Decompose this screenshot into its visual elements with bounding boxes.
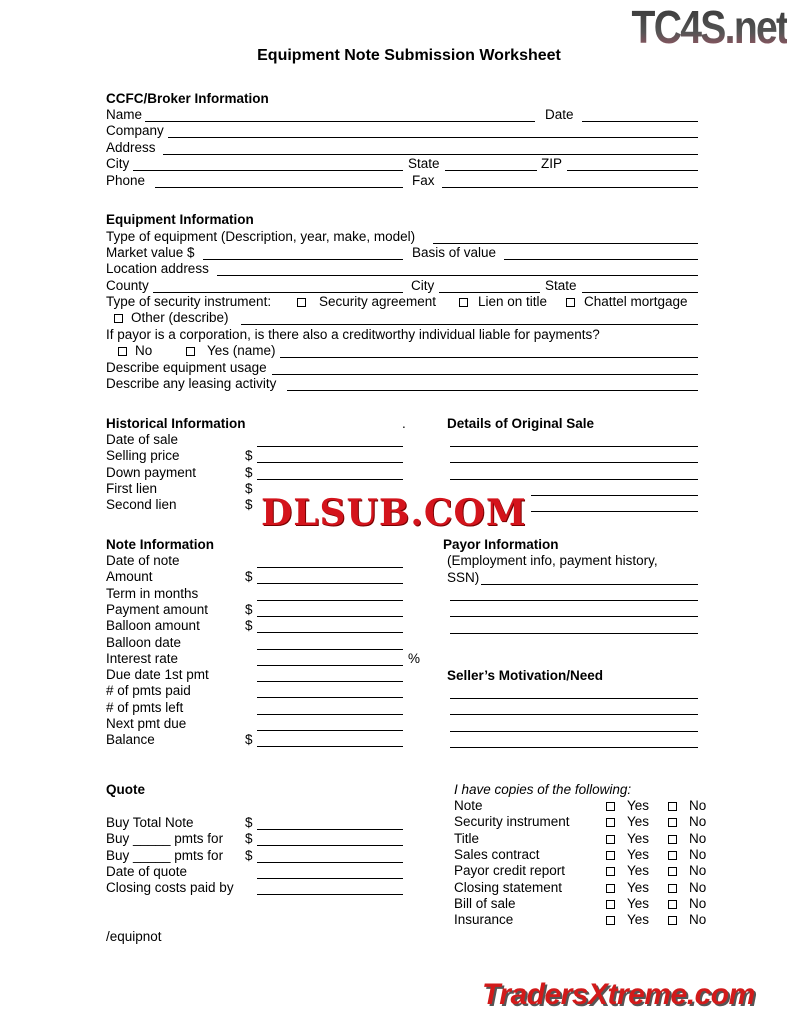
section-header: Seller’s Motivation/Need: [447, 668, 604, 683]
other-checkbox[interactable]: [114, 314, 123, 323]
label: (Employment info, payment history,: [447, 553, 658, 568]
label: Date: [545, 107, 574, 122]
label: No: [689, 879, 707, 895]
historical-field[interactable]: [257, 479, 403, 480]
yes-checkbox[interactable]: [606, 916, 615, 925]
label: No: [689, 846, 707, 862]
seller-motivation-field[interactable]: [450, 747, 698, 748]
seller-motivation-field[interactable]: [450, 714, 698, 715]
section-header: Historical Information: [106, 416, 246, 431]
label: Closing costs paid by: [106, 880, 234, 896]
original-sale-field[interactable]: [450, 479, 698, 480]
note-field[interactable]: [257, 681, 403, 682]
section-header: Details of Original Sale: [447, 416, 595, 431]
original-sale-field[interactable]: [450, 462, 698, 463]
fax-field[interactable]: [442, 187, 698, 188]
label: If payor is a corporation, is there also a creditworthy individual liable for payments?: [106, 327, 600, 342]
label: Yes: [627, 863, 650, 879]
note-field[interactable]: [257, 616, 403, 617]
label: Note: [454, 798, 483, 813]
label: Yes: [627, 912, 650, 928]
note-field[interactable]: [257, 714, 403, 715]
label: Buy _____ pmts for: [106, 831, 224, 847]
no-checkbox[interactable]: [668, 818, 677, 827]
quote-field[interactable]: [257, 829, 403, 830]
label: Security instrument: [454, 814, 570, 830]
label: Insurance: [454, 912, 514, 928]
note-field[interactable]: [257, 730, 403, 731]
city-field[interactable]: [133, 170, 403, 171]
label: No: [689, 912, 707, 928]
label: Yes: [627, 814, 650, 830]
address-field[interactable]: [163, 154, 698, 155]
seller-motivation-field[interactable]: [450, 698, 698, 699]
historical-field[interactable]: [257, 446, 403, 447]
county-field[interactable]: [153, 292, 403, 293]
label: Address: [106, 140, 156, 155]
label: Date of note: [106, 553, 180, 568]
no-checkbox[interactable]: [668, 802, 677, 811]
label: Closing statement: [454, 879, 563, 895]
label: City: [411, 278, 435, 293]
note-field[interactable]: [257, 632, 403, 633]
city-field[interactable]: [439, 292, 540, 293]
label: No: [689, 895, 707, 911]
seller-motivation-field[interactable]: [450, 731, 698, 732]
yes-checkbox[interactable]: [606, 884, 615, 893]
other-field[interactable]: [241, 324, 698, 325]
section-header: Payor Information: [443, 537, 559, 552]
quote-field[interactable]: [257, 845, 403, 846]
label: Due date 1st pmt: [106, 667, 209, 683]
no-checkbox[interactable]: [668, 900, 677, 909]
label: Chattel mortgage: [584, 294, 688, 309]
label: $: [245, 618, 253, 634]
label: Buy Total Note: [106, 815, 194, 830]
label: ZIP: [541, 156, 563, 171]
label: Date of sale: [106, 432, 179, 447]
yes-checkbox[interactable]: [606, 900, 615, 909]
no-checkbox[interactable]: [668, 851, 677, 860]
label: Yes: [627, 895, 650, 911]
label: Yes: [627, 879, 650, 895]
note-field[interactable]: [257, 746, 403, 747]
label: Yes: [627, 830, 650, 846]
label: No: [689, 814, 707, 830]
note-field[interactable]: [257, 600, 403, 601]
label: Sales contract: [454, 846, 540, 862]
label: $: [245, 847, 253, 863]
label: Payment amount: [106, 601, 209, 617]
date-field[interactable]: [582, 121, 698, 122]
yes-checkbox[interactable]: [606, 867, 615, 876]
label: State: [408, 156, 440, 171]
section-header: CCFC/Broker Information: [106, 91, 269, 106]
label: City: [106, 156, 130, 171]
label: Phone: [106, 173, 146, 188]
no-checkbox[interactable]: [668, 835, 677, 844]
label: First lien: [106, 480, 158, 496]
payor-field[interactable]: [481, 584, 698, 585]
label: Yes (name): [207, 343, 276, 358]
label: Term in months: [106, 585, 199, 601]
note-field[interactable]: [257, 583, 403, 584]
label: Describe equipment usage: [106, 360, 267, 375]
label: Bill of sale: [454, 895, 516, 911]
label: $: [245, 732, 253, 748]
quote-field[interactable]: [257, 878, 403, 879]
label: $: [245, 815, 253, 830]
label: Security agreement: [319, 294, 437, 309]
label: Lien on title: [478, 294, 548, 309]
label: # of pmts left: [106, 699, 184, 715]
yes-checkbox[interactable]: [606, 835, 615, 844]
label: Title: [454, 830, 480, 846]
label: State: [545, 278, 577, 293]
name-field[interactable]: [145, 121, 535, 122]
lien-on-title-checkbox[interactable]: [459, 298, 468, 307]
label: Name: [106, 107, 143, 122]
state-field[interactable]: [582, 292, 698, 293]
label: $: [245, 464, 253, 480]
label: No: [689, 863, 707, 879]
label: Second lien: [106, 497, 177, 513]
label: %: [408, 650, 421, 666]
yes-checkbox[interactable]: [186, 347, 195, 356]
label: Payor credit report: [454, 863, 566, 879]
note-field[interactable]: [257, 649, 403, 650]
label: SSN): [447, 570, 480, 585]
label: Down payment: [106, 464, 197, 480]
label: Describe any leasing activity: [106, 376, 277, 391]
phone-field[interactable]: [155, 187, 403, 188]
label: $: [245, 448, 253, 464]
label: No: [689, 798, 707, 813]
yes-checkbox[interactable]: [606, 851, 615, 860]
section-header: Note Information: [106, 537, 214, 552]
label: Balloon date: [106, 634, 182, 650]
label: No: [689, 830, 707, 846]
section-header: Quote: [106, 782, 145, 797]
payor-field[interactable]: [450, 600, 698, 601]
label: Location address: [106, 261, 209, 276]
note-field[interactable]: [257, 697, 403, 698]
label: Yes: [627, 846, 650, 862]
leasing-field[interactable]: [287, 390, 698, 391]
original-sale-field[interactable]: [450, 446, 698, 447]
tc4s-logo: TC4S.net: [631, 1, 787, 53]
note-field[interactable]: [257, 665, 403, 666]
payor-field[interactable]: [450, 616, 698, 617]
dlsub-watermark: DLSUB.COM: [257, 492, 531, 534]
tradersxtreme-logo: TradersXtreme.com: [482, 978, 755, 1011]
label: # of pmts paid: [106, 683, 191, 699]
location-field[interactable]: [217, 275, 698, 276]
label: Company: [106, 123, 164, 138]
label: Next pmt due: [106, 716, 187, 731]
label: $: [245, 497, 253, 513]
label: Other (describe): [131, 310, 229, 325]
label: Fax: [412, 173, 435, 188]
label: Basis of value: [412, 245, 497, 260]
usage-field[interactable]: [272, 374, 698, 375]
label: County: [106, 278, 149, 293]
chattel-mortgage-checkbox[interactable]: [566, 298, 575, 307]
label: Date of quote: [106, 863, 188, 879]
zip-field[interactable]: [567, 170, 698, 171]
label: Amount: [106, 569, 153, 585]
label: $: [245, 601, 253, 617]
security-agreement-checkbox[interactable]: [297, 298, 306, 307]
equipment-type-field[interactable]: [433, 243, 698, 244]
label: Balloon amount: [106, 618, 200, 634]
page-title: Equipment Note Submission Worksheet: [257, 47, 561, 64]
section-header: Equipment Information: [106, 212, 254, 227]
state-field[interactable]: [445, 170, 537, 171]
yes-checkbox[interactable]: [606, 802, 615, 811]
label: Market value $: [106, 245, 195, 260]
quote-field[interactable]: [257, 862, 403, 863]
label: $: [245, 480, 253, 496]
no-checkbox[interactable]: [118, 347, 127, 356]
label: Balance: [106, 732, 155, 748]
historical-field[interactable]: [257, 462, 403, 463]
company-field[interactable]: [168, 137, 698, 138]
footer-code: /equipnot: [106, 929, 162, 944]
label: $: [245, 569, 253, 585]
label: Type of equipment (Description, year, make, model): [106, 229, 416, 244]
copies-header: I have copies of the following:: [454, 782, 632, 797]
label: Selling price: [106, 448, 180, 464]
label: Buy _____ pmts for: [106, 847, 224, 863]
label: No: [135, 343, 153, 358]
note-field[interactable]: [257, 567, 403, 568]
label: .: [402, 416, 406, 431]
label: Yes: [627, 798, 650, 813]
no-checkbox[interactable]: [668, 867, 677, 876]
quote-field[interactable]: [257, 894, 403, 895]
payor-field[interactable]: [450, 633, 698, 634]
label: Interest rate: [106, 650, 179, 666]
no-checkbox[interactable]: [668, 884, 677, 893]
name-field[interactable]: [280, 357, 698, 358]
market-value-field[interactable]: [203, 259, 403, 260]
label: Type of security instrument:: [106, 294, 272, 309]
no-checkbox[interactable]: [668, 916, 677, 925]
basis-field[interactable]: [504, 259, 698, 260]
label: $: [245, 831, 253, 847]
yes-checkbox[interactable]: [606, 818, 615, 827]
